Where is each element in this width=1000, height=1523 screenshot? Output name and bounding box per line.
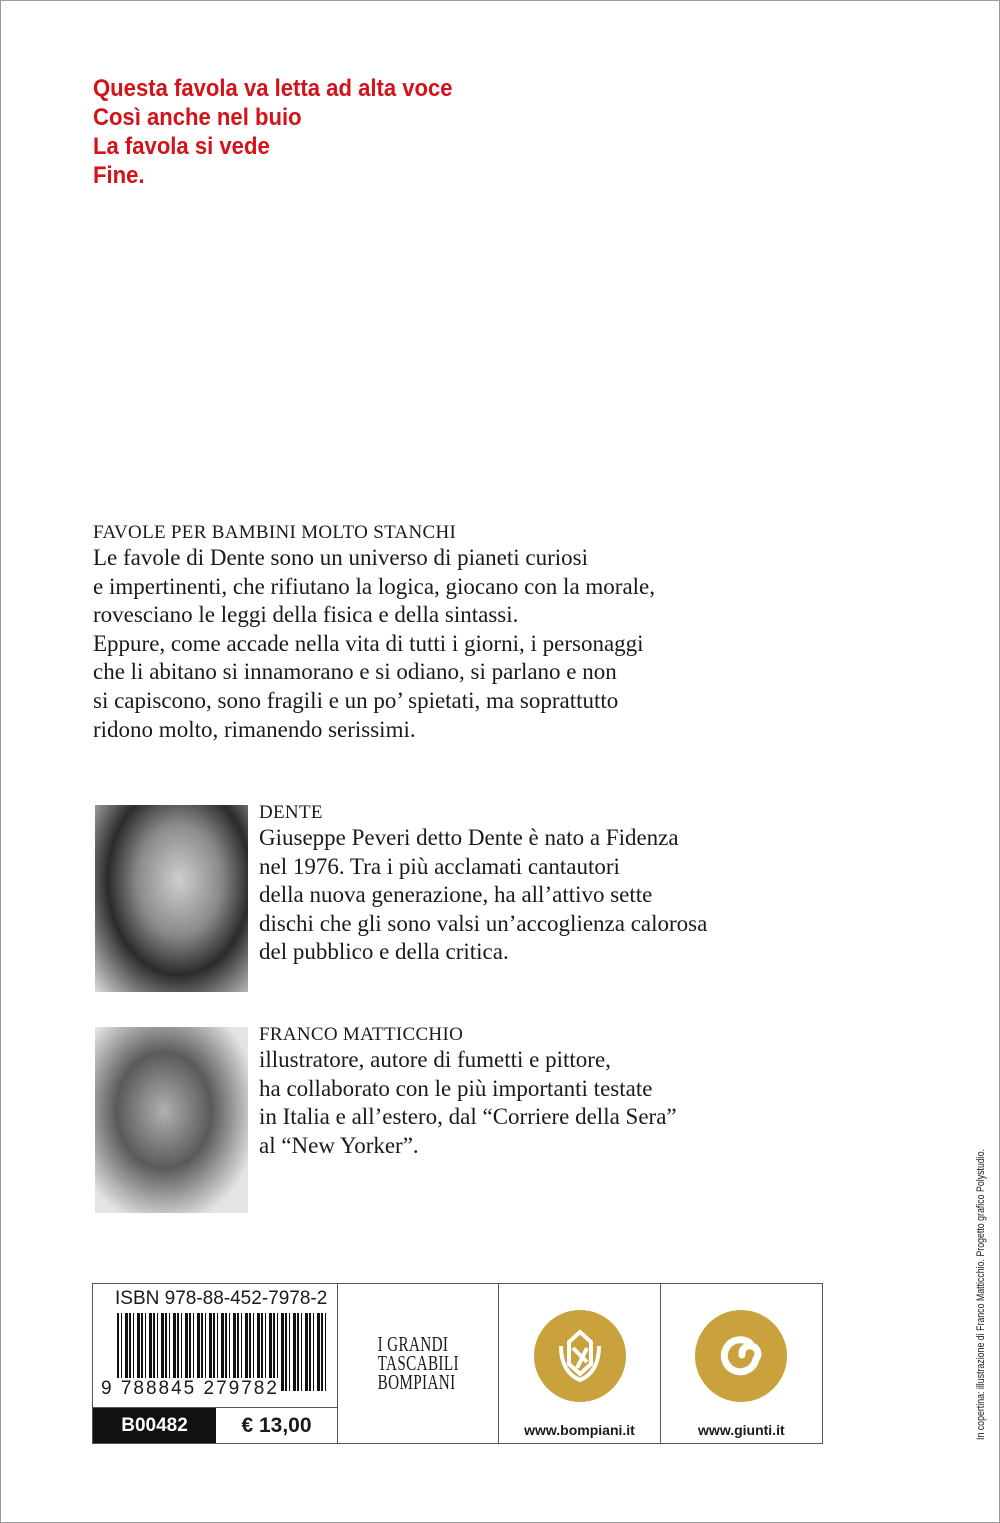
book-description — [93, 522, 813, 744]
series-logo — [338, 1284, 499, 1443]
desc-line: rovesciano le leggi della fisica e della sintassi. — [93, 602, 519, 628]
bio-line: ha collaborato con le più importanti testate — [259, 1075, 653, 1101]
barcode-digits: 9 788845 279782 — [101, 1378, 279, 1399]
bio-line: in Italia e all’estero, dal “Corriere della Sera” — [259, 1104, 677, 1130]
bio-line: del pubblico e della critica. — [259, 939, 509, 965]
desc-line: ridono molto, rimanendo serissimi. — [93, 716, 416, 742]
desc-line: che li abitano si innamorano e si odiano, si parlano e non — [93, 659, 617, 685]
barcode-panel — [93, 1284, 338, 1443]
series-line: TASCABILI — [377, 1351, 459, 1375]
bio-line: illustratore, autore di fumetti e pittore, — [259, 1047, 611, 1072]
author-bio-dente — [259, 802, 819, 967]
giunti-url[interactable]: www.giunti.it — [698, 1422, 785, 1438]
author-photo-dente — [95, 805, 248, 992]
bio-line: nel 1976. Tra i più acclamati cantautori — [259, 853, 620, 879]
cover-credit: In copertina: illustrazione di Franco Matticchio. Progetto grafico Polystudio. — [975, 1148, 987, 1440]
series-line: I GRANDI — [377, 1332, 449, 1356]
intro-verse — [93, 74, 453, 190]
info-box — [92, 1283, 823, 1444]
author-bio-matticchio — [259, 1024, 819, 1160]
bompiani-logo-icon — [534, 1310, 626, 1402]
desc-line: Eppure, come accade nella vita di tutti i giorni, i personaggi — [93, 630, 644, 656]
author-name: DENTE — [259, 802, 323, 823]
bompiani-panel — [499, 1284, 660, 1443]
giunti-logo-icon — [695, 1310, 787, 1402]
author-photo-matticchio — [95, 1027, 248, 1213]
author-name: FRANCO MATTICCHIO — [259, 1024, 464, 1045]
desc-line: Le favole di Dente sono un universo di pianeti curiosi — [93, 545, 589, 570]
book-title: FAVOLE PER BAMBINI MOLTO STANCHI — [93, 522, 457, 543]
desc-line: si capiscono, sono fragili e un po’ spietati, ma soprattutto — [93, 687, 619, 713]
series-line: BOMPIANI — [377, 1370, 456, 1394]
bio-line: al “New Yorker”. — [259, 1132, 419, 1158]
bio-line: dischi che gli sono valsi un’accoglienza calorosa — [259, 910, 708, 936]
bio-line: della nuova generazione, ha all’attivo sette — [259, 882, 653, 908]
intro-line: La favola si vede — [93, 133, 270, 160]
price: € 13,00 — [241, 1413, 312, 1437]
intro-line: Così anche nel buio — [93, 104, 302, 131]
bompiani-url[interactable]: www.bompiani.it — [524, 1422, 635, 1438]
bio-line: Giuseppe Peveri detto Dente è nato a Fidenza — [259, 825, 679, 850]
product-code: B00482 — [93, 1408, 216, 1443]
intro-line: Questa favola va letta ad alta voce — [93, 75, 453, 102]
intro-line: Fine. — [93, 162, 145, 189]
desc-line: e impertinenti, che rifiutano la logica, giocano con la morale, — [93, 573, 656, 599]
giunti-panel — [661, 1284, 822, 1443]
isbn-text: ISBN 978-88-452-7978-2 — [115, 1288, 328, 1309]
